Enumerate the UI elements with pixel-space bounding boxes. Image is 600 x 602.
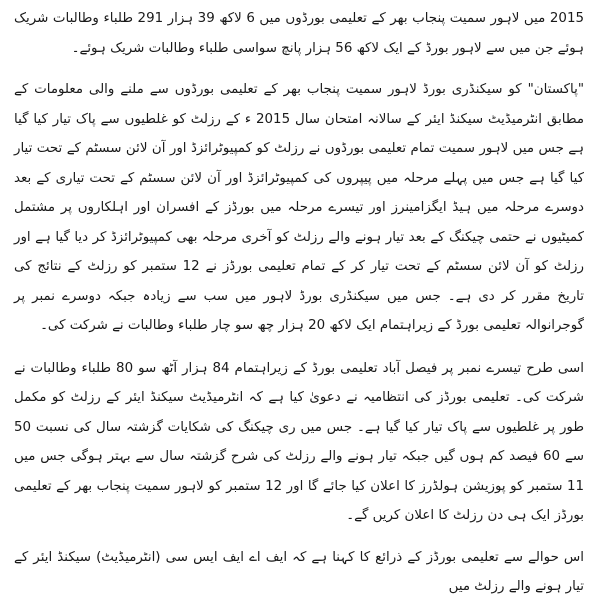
paragraph-sources: اس حوالے سے تعلیمی بورڈز کے ذرائع کا کہنا ہے کہ ایف اے ایف ایس سی (انٹرمیڈیٹ) سیکنڈ ایئر کے تیار ہونے والے رزلٹ میں bbox=[14, 549, 584, 594]
paragraph-result-preparation: "پاکستان" کو سیکنڈری بورڈ لاہور سمیت پنجاب بھر کے تعلیمی بورڈوں سے ملنے والی معلومات کے مطابق انٹرمیڈیٹ سیکنڈ ایئر کے سالانہ امتحان سال 2015 ء کے رزلٹ کو غلطیوں سے پاک تیار کیا گیا ہے جس میں لاہور سمیت تمام تعلیمی بورڈوں نے رزلٹ کو کمپیوٹرائزڈ اور آن لائن سسٹم کے تحت تیار کیا گیا ہے جس میں پہلے مرحلہ میں پیپروں کی کمپیوٹرائزڈ اور آن لائن سسٹم کے تحت تیاری کے بعد دوسرے مرحلہ میں ہیڈ ایگزامینرز اور تیسرے مرحلہ میں بورڈز کے افسران اور اہلکاروں پر مشتمل کمیٹیوں نے حتمی چیکنگ کے بعد تیار ہونے والے رزلٹ کو آخری مرحلہ بھی کمپیوٹرائزڈ کر دیا گیا ہے اور رزلٹ کو آن لائن سسٹم کے تحت تیار کر کے تمام تعلیمی بورڈز نے 12 ستمبر کو رزلٹ کے نتائج کی تاریخ مقرر کر دی ہے۔ جس میں سیکنڈری بورڈ لاہور میں سب سے زیادہ جبکہ دوسرے نمبر پر گوجرانوالہ تعلیمی بورڈ کے زیراہتمام ایک لاکھ 20 ہزار چھ سو چار طلباء وطالبات نے شرکت کی۔ bbox=[14, 82, 584, 333]
paragraph-boards-claim: اسی طرح تیسرے نمبر پر فیصل آباد تعلیمی بورڈ کے زیراہتمام 84 ہزار آٹھ سو 80 طلباء وطالبات نے شرکت کی۔ تعلیمی بورڈز کی انتظامیہ نے دعویٰ کیا ہے کہ انٹرمیڈیٹ سیکنڈ ایئر کے رزلٹ کو مکمل طور پر غلطیوں سے پاک تیار کیا گیا ہے۔ جس میں ری چیکنگ کی شکایات گزشتہ سال کی نسبت 50 سے 60 فیصد کم ہوں گیں جبکہ تیار ہونے والے رزلٹ کی شرح گزشتہ سال سے بہتر ہوگی جس میں 11 ستمبر کو پوزیشن ہولڈرز کا اعلان کیا جائے گا اور 12 ستمبر کو لاہور سمیت پنجاب بھر کے تعلیمی بورڈز ایک ہی دن رزلٹ کا اعلان کریں گے۔ bbox=[14, 360, 584, 523]
paragraph-enrollment: 2015 میں لاہور سمیت پنجاب بھر کے تعلیمی بورڈوں میں 6 لاکھ 39 ہزار 291 طلباء وطالبات شریک ہوئے جن میں سے لاہور بورڈ کے ایک لاکھ 56 ہزار پانچ سواسی طلباء وطالبات شریک ہوئے۔ bbox=[14, 11, 584, 56]
